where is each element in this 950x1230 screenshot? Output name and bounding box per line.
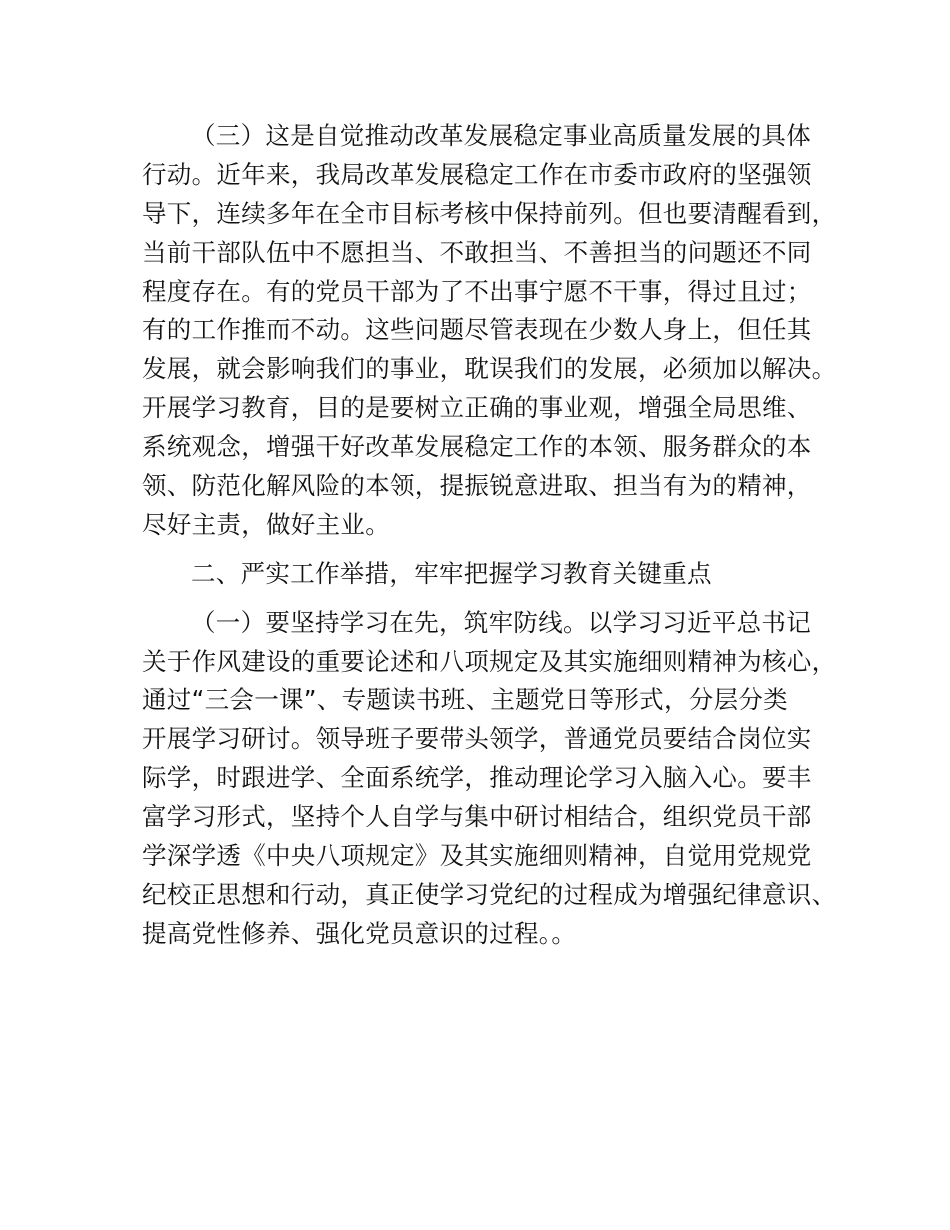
paragraph-line: 开展学习研讨。领导班子要带头领学，普通党员要结合岗位实 <box>142 724 812 754</box>
paragraph-line: 关于作风建设的重要论述和八项规定及其实施细则精神为核心， <box>142 646 837 676</box>
paragraph-spacer <box>142 545 832 555</box>
paragraph-line: 有的工作推而不动。这些问题尽管表现在少数人身上，但任其 <box>142 315 812 345</box>
section-heading-two <box>142 555 832 594</box>
paragraph-line: 开展学习教育，目的是要树立正确的事业观，增强全局思维、 <box>142 393 812 423</box>
paragraph-line: 尽好主责，做好主业。 <box>142 509 390 539</box>
document-body <box>142 117 837 954</box>
paragraph-line: 富学习形式，坚持个人自学与集中研讨相结合，组织党员干部 <box>142 802 812 832</box>
paragraph-line: （三）这是自觉推动改革发展稳定事业高质量发展的具体 <box>191 121 811 150</box>
paragraph-learning-first <box>142 604 837 954</box>
paragraph-line: 程度存在。有的党员干部为了不出事宁愿不干事，得过且过； <box>142 276 812 306</box>
paragraph-line: 导下，连续多年在全市目标考核中保持前列。但也要清醒看到， <box>142 198 837 228</box>
paragraph-line: 纪校正思想和行动，真正使学习党纪的过程成为增强纪律意识、 <box>142 879 837 909</box>
paragraph-line: 通过“三会一课”、专题读书班、主题党日等形式，分层分类 <box>142 685 788 715</box>
paragraph-line: （一）要坚持学习在先，筑牢防线。以学习习近平总书记 <box>191 607 811 637</box>
paragraph-line: 发展，就会影响我们的事业，耽误我们的发展，必须加以解决。 <box>142 354 837 384</box>
paragraph-spacer <box>142 594 832 604</box>
paragraph-line: 当前干部队伍中不愿担当、不敢担当、不善担当的问题还不同 <box>142 237 812 267</box>
paragraph-line: 领、防范化解风险的本领，提振锐意进取、担当有为的精神， <box>142 471 812 501</box>
section-heading-text: 二、严实工作举措，牢牢把握学习教育关键重点 <box>191 558 712 588</box>
paragraph-line: 系统观念，增强干好改革发展稳定工作的本领、服务群众的本 <box>142 432 812 462</box>
paragraph-line: 行动。近年来，我局改革发展稳定工作在市委市政府的坚强领 <box>142 159 812 189</box>
paragraph-importance-section-three <box>142 117 837 545</box>
paragraph-line: 提高党性修养、强化党员意识的过程。。 <box>142 918 577 948</box>
paragraph-line: 学深学透《中央八项规定》及其实施细则精神，自觉用党规党 <box>142 841 812 871</box>
paragraph-line: 际学，时跟进学、全面系统学，推动理论学习入脑入心。要丰 <box>142 763 812 793</box>
